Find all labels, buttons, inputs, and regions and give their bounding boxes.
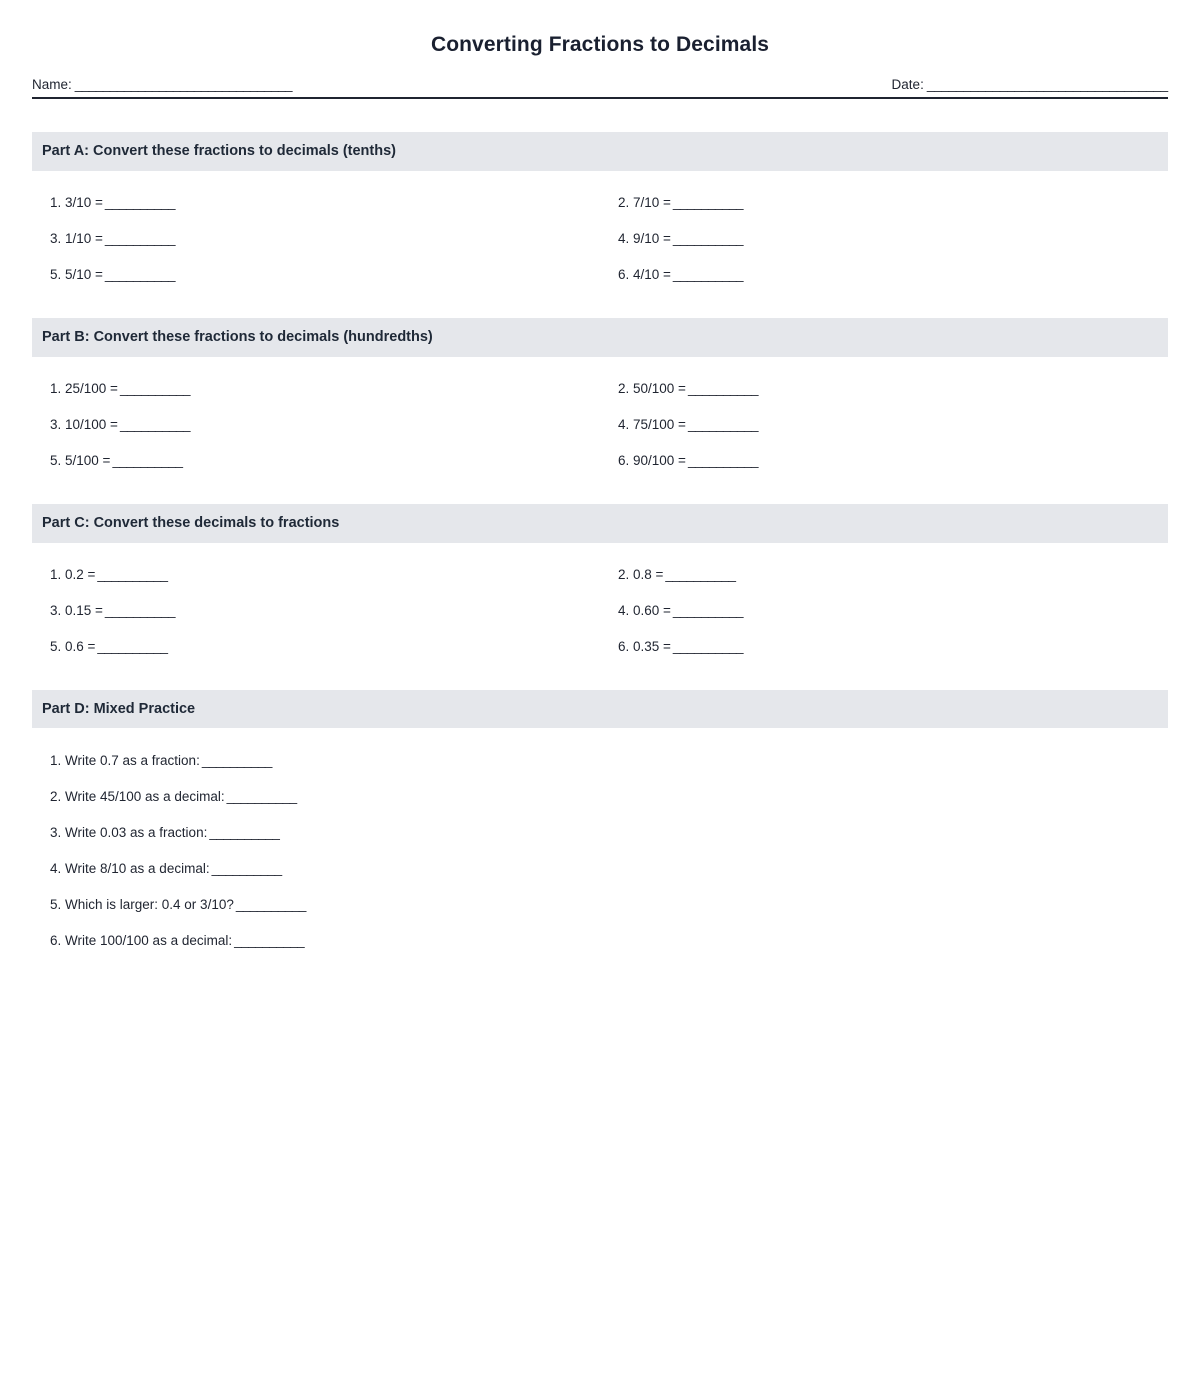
list-item[interactable] [32,221,600,257]
section-part-c [32,504,1168,665]
question-text: 2. 0.8 = [618,566,664,582]
section-items-part-a [32,171,1168,293]
section-part-d [32,690,1168,959]
section-items-part-d [32,728,1168,958]
answer-blank[interactable]: __________ [97,638,168,654]
name-blank-line[interactable]: _______________________________ [74,77,293,93]
question-text: 3. Write 0.03 as a fraction: [50,824,208,840]
list-item[interactable] [600,221,1168,257]
list-item[interactable] [32,778,1168,814]
section-header-part-a: Part A: Convert these fractions to decimals (tenths) [32,132,1168,171]
question-text: 6. 4/10 = [618,267,671,283]
list-item[interactable] [600,185,1168,221]
answer-blank[interactable]: __________ [209,824,280,840]
question-text: 6. 90/100 = [618,453,686,468]
question-text: 1. 0.2 = [50,566,96,582]
list-item[interactable] [32,886,1168,922]
question-text: 4. Write 8/10 as a decimal: [50,860,210,876]
list-item[interactable] [32,629,600,665]
header-divider [32,97,1168,99]
date-label: Date: [891,77,924,93]
list-item[interactable] [600,557,1168,593]
date-field[interactable] [892,77,1168,94]
section-part-a [32,132,1168,293]
list-item[interactable] [32,185,600,221]
name-field[interactable] [32,77,292,94]
answer-blank[interactable]: __________ [672,602,744,618]
answer-blank[interactable]: __________ [687,453,759,468]
section-items-part-b [32,357,1168,479]
question-text: 3. 0.15 = [50,602,103,618]
answer-blank[interactable]: __________ [672,638,744,654]
question-text: 3. 1/10 = [50,231,103,247]
answer-blank[interactable]: __________ [672,267,744,283]
question-text: 5. 5/10 = [50,267,103,283]
list-item[interactable] [600,593,1168,629]
name-date-row [32,77,1168,94]
list-item[interactable] [32,407,600,443]
answer-blank[interactable]: __________ [112,453,183,468]
list-item[interactable] [32,850,1168,886]
question-text: 2. Write 45/100 as a decimal: [50,788,225,804]
question-text: 2. 7/10 = [618,195,671,211]
page-title: Converting Fractions to Decimals [430,33,770,56]
question-text: 3. 10/100 = [50,417,118,432]
list-item[interactable] [32,814,1168,850]
list-item[interactable] [600,407,1168,443]
question-text: 5. 0.6 = [50,638,96,654]
list-item[interactable] [600,443,1168,479]
answer-blank[interactable]: __________ [665,566,736,582]
list-item[interactable] [32,742,1168,778]
question-text: 4. 75/100 = [618,417,686,432]
question-text: 6. 0.35 = [618,638,671,654]
answer-blank[interactable]: __________ [234,932,305,948]
answer-blank[interactable]: __________ [104,231,176,247]
question-text: 5. 5/100 = [50,453,111,468]
answer-blank[interactable]: __________ [119,381,191,396]
section-header-part-c: Part C: Convert these decimals to fractions [32,504,1168,543]
list-item[interactable] [32,922,1168,958]
answer-blank[interactable]: __________ [104,602,176,618]
answer-blank[interactable]: __________ [226,788,297,804]
answer-blank[interactable]: __________ [687,417,759,432]
question-text: 4. 9/10 = [618,231,671,247]
list-item[interactable] [32,371,600,407]
section-header-part-d: Part D: Mixed Practice [32,690,1168,729]
question-text: 4. 0.60 = [618,602,671,618]
list-item[interactable] [32,557,600,593]
answer-blank[interactable]: __________ [97,566,168,582]
list-item[interactable] [32,443,600,479]
question-text: 1. 3/10 = [50,195,103,211]
answer-blank[interactable]: __________ [672,231,744,247]
section-part-b [32,318,1168,479]
question-text: 2. 50/100 = [618,381,686,396]
section-header-part-b: Part B: Convert these fractions to decimals (hundredths) [32,318,1168,357]
date-blank-line[interactable]: _________________________________ [926,77,1168,93]
answer-blank[interactable]: __________ [201,752,272,768]
list-item[interactable] [600,371,1168,407]
question-text: 1. Write 0.7 as a fraction: [50,752,200,768]
section-items-part-c [32,543,1168,665]
answer-blank[interactable]: __________ [211,860,282,876]
answer-blank[interactable]: __________ [119,417,191,432]
list-item[interactable] [600,629,1168,665]
name-label: Name: [32,77,72,93]
answer-blank[interactable]: __________ [104,195,176,211]
list-item[interactable] [32,257,600,293]
question-text: 6. Write 100/100 as a decimal: [50,932,233,948]
question-text: 5. Which is larger: 0.4 or 3/10? [50,896,234,912]
question-text: 1. 25/100 = [50,381,118,396]
answer-blank[interactable]: __________ [687,381,759,396]
list-item[interactable] [32,593,600,629]
answer-blank[interactable]: __________ [235,896,306,912]
answer-blank[interactable]: __________ [104,267,176,283]
list-item[interactable] [600,257,1168,293]
answer-blank[interactable]: __________ [672,195,744,211]
